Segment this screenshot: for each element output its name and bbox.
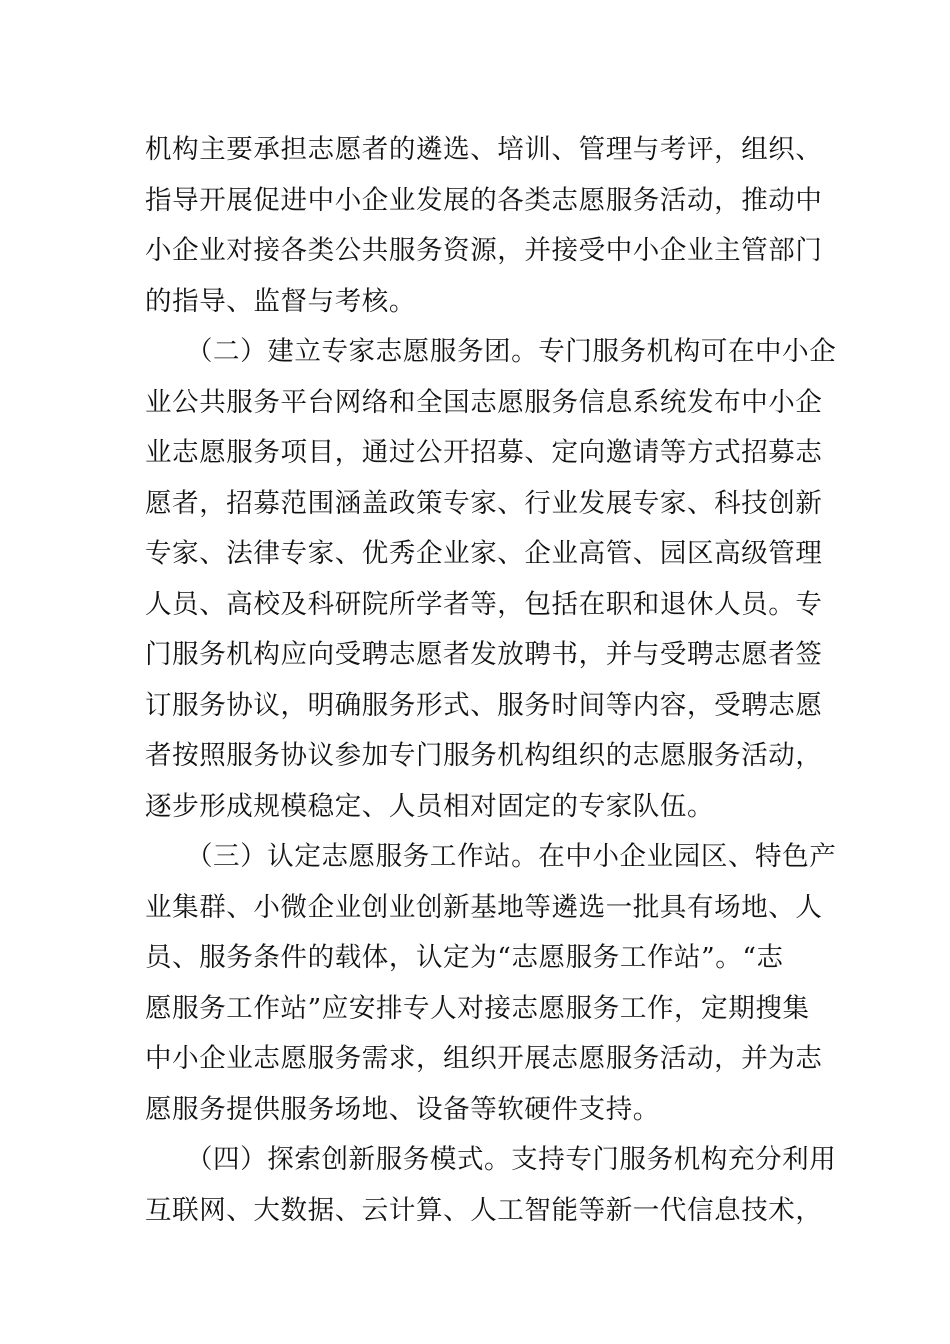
body-text [145, 125, 837, 1236]
text-line: （四）探索创新服务模式。支持专门服务机构充分利用 [145, 1144, 837, 1175]
text-line: 人员、高校及科研院所学者等，包括在职和退休人员。专 [145, 588, 823, 620]
text-line: 互联网、大数据、云计算、人工智能等新一代信息技术， [145, 1194, 823, 1226]
text-line: 员、服务条件的载体，认定为“志愿服务工作站”。“志 [145, 942, 784, 973]
text-line: （二）建立专家志愿服务团。专门服务机构可在中小企 [145, 336, 837, 367]
text-line: 机构主要承担志愿者的遴选、培训、管理与考评，组织、 [145, 134, 823, 165]
text-line: （三）认定志愿服务工作站。在中小企业园区、特色产 [145, 841, 837, 872]
text-line: 门服务机构应向受聘志愿者发放聘书，并与受聘志愿者签 [145, 639, 823, 670]
text-line: 业志愿服务项目，通过公开招募、定向邀请等方式招募志 [145, 437, 823, 468]
text-line: 的指导、监督与考核。 [145, 285, 416, 317]
text-line: 者按照服务协议参加专门服务机构组织的志愿服务活动， [145, 740, 823, 771]
text-line: 专家、法律专家、优秀企业家、企业高管、园区高级管理 [145, 538, 823, 569]
text-line: 逐步形成规模稳定、人员相对固定的专家队伍。 [145, 790, 715, 822]
text-line: 业集群、小微企业创业创新基地等遴选一批具有场地、人 [145, 891, 823, 923]
text-line: 业公共服务平台网络和全国志愿服务信息系统发布中小企 [145, 386, 823, 418]
text-line: 指导开展促进中小企业发展的各类志愿服务活动，推动中 [145, 184, 823, 216]
text-line: 愿服务工作站”应安排专人对接志愿服务工作，定期搜集 [145, 992, 810, 1024]
text-line: 订服务协议，明确服务形式、服务时间等内容，受聘志愿 [145, 689, 823, 721]
text-line: 愿者，招募范围涵盖政策专家、行业发展专家、科技创新 [145, 487, 823, 519]
text-line: 中小企业志愿服务需求，组织开展志愿服务活动，并为志 [145, 1043, 823, 1074]
text-line: 愿服务提供服务场地、设备等软硬件支持。 [145, 1093, 660, 1125]
text-line: 小企业对接各类公共服务资源，并接受中小企业主管部门 [145, 235, 823, 266]
